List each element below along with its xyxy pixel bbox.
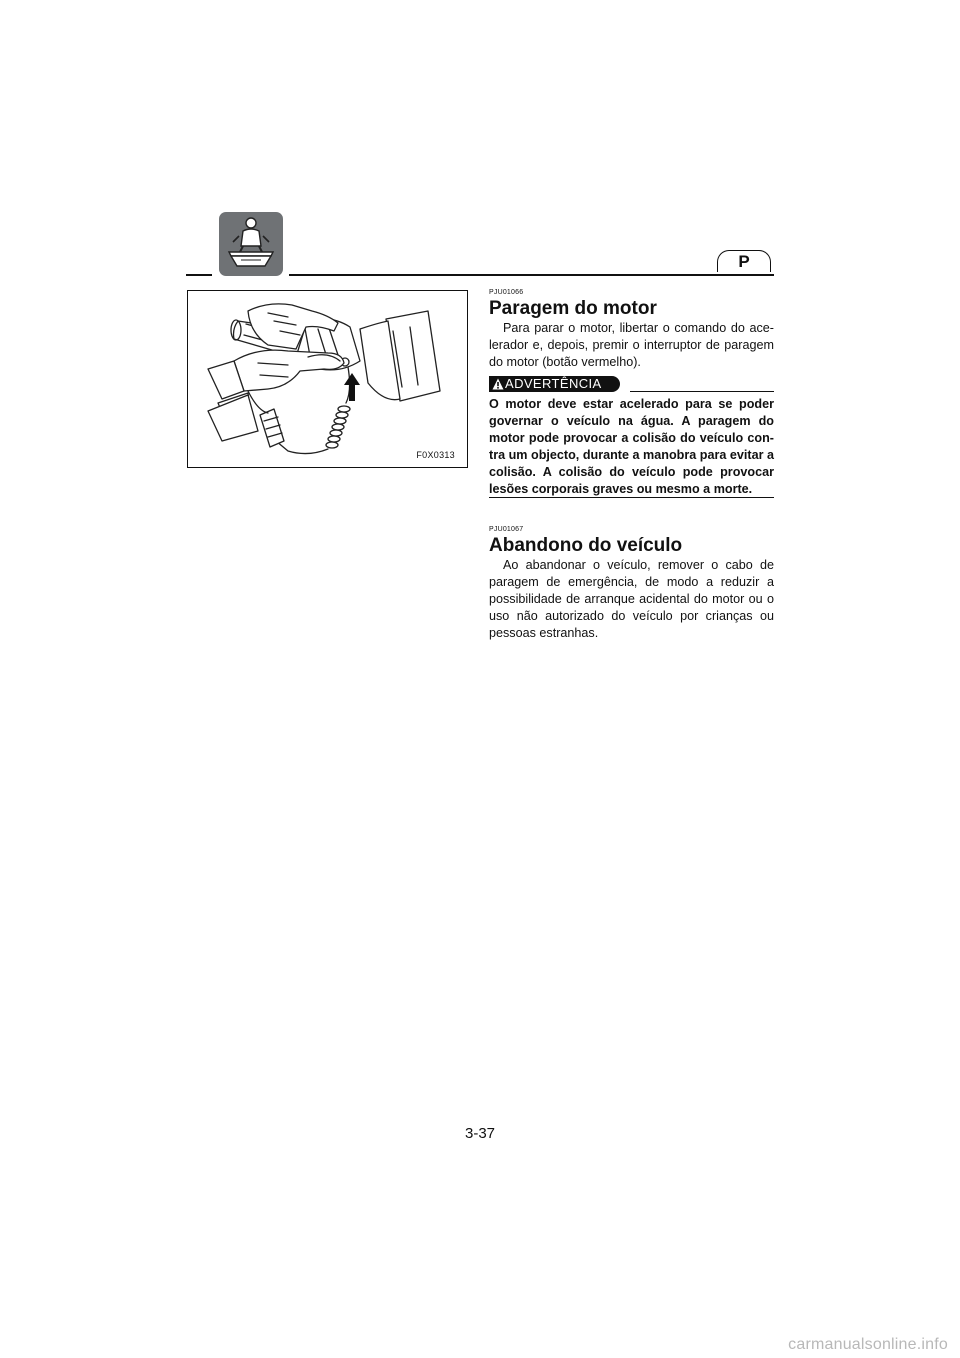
language-badge: P	[717, 250, 771, 272]
watermark: carmanualsonline.info	[788, 1336, 948, 1353]
section1-title: Paragem do motor	[489, 298, 657, 319]
page-number: 3-37	[464, 1125, 496, 1142]
rider-on-watercraft-icon	[219, 212, 283, 276]
section2-title: Abandono do veículo	[489, 535, 683, 556]
figure-stop-switch	[187, 290, 468, 468]
section2-body: Ao abandonar o veículo, remover o cabo de paragem de emergência, de modo a reduzir a possibilidade de arranque acidental do motor ou o uso não autorizado do veículo por crianças ou pessoas estranhas.	[489, 558, 774, 640]
hand-pressing-stop-switch-illustration	[188, 291, 466, 466]
warning-label: ADVERTÊNCIA	[505, 376, 602, 391]
warning-badge	[489, 376, 620, 392]
warning-rule	[630, 391, 774, 392]
figure-code: F0X0313	[416, 450, 455, 460]
section-icon-box	[219, 212, 283, 276]
warning-header	[489, 376, 774, 392]
warning-text: O motor deve estar acelerado para se poder governar o veículo na água. A paragem do motor pode provocar a colisão do veículo con-tra um objecto, durante a manobra para evitar a colisão. A colisão do veículo pode provocar lesões corporais graves ou mesmo a morte.	[489, 397, 774, 496]
header-rule-right	[289, 274, 774, 276]
section1-ref-code: PJU01066	[489, 289, 524, 296]
header-rule-left	[186, 274, 212, 276]
section1-body: Para parar o motor, libertar o comando do ace-lerador e, depois, premir o interruptor de paragem do motor (botão vermelho).	[489, 321, 774, 369]
warning-triangle-icon	[492, 378, 504, 390]
section2-ref-code: PJU01067	[489, 526, 524, 533]
warning-bottom-rule	[489, 497, 774, 498]
